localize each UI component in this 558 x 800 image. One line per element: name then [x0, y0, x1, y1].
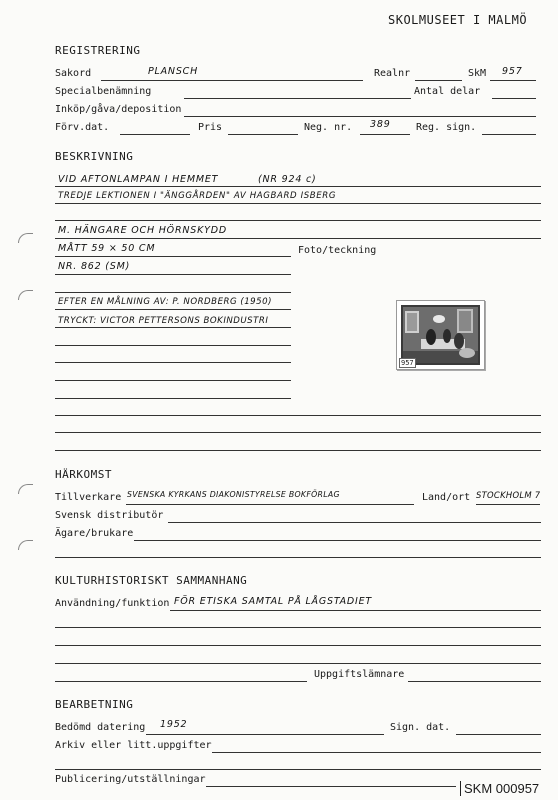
- heading-beskrivning: BESKRIVNING: [55, 150, 134, 163]
- field-tillverkare[interactable]: [126, 504, 414, 505]
- label-anvandning: Användning/funktion: [55, 598, 170, 609]
- heading-harkomst: HÄRKOMST: [55, 468, 112, 481]
- line: [55, 309, 291, 310]
- label-agare-brukare: Ägare/brukare: [55, 528, 134, 539]
- label-reg-sign: Reg. sign.: [416, 122, 477, 133]
- label-bedomd-datering: Bedömd datering: [55, 722, 146, 733]
- beskrivning-line-3: M. HÄNGARE OCH HÖRNSKYDD: [58, 225, 227, 236]
- label-pris: Pris: [198, 122, 223, 133]
- label-realnr: Realnr: [374, 68, 411, 79]
- label-uppgiftslamnare: Uppgiftslämnare: [314, 669, 405, 680]
- field-realnr[interactable]: [415, 80, 462, 81]
- field-bedomd-datering[interactable]: [146, 734, 384, 735]
- field-sakord[interactable]: [101, 80, 363, 81]
- label-sakord: Sakord: [55, 68, 92, 79]
- heading-bearbetning: BEARBETNING: [55, 698, 134, 711]
- field-publicering[interactable]: [206, 786, 456, 787]
- line: [55, 415, 541, 416]
- line: [55, 220, 541, 221]
- beskrivning-line-1-note: (NR 924 c): [258, 174, 317, 185]
- heading-registrering: REGISTRERING: [55, 44, 141, 57]
- line: [55, 398, 291, 399]
- line: [55, 769, 541, 770]
- line: [55, 274, 291, 275]
- field-skm[interactable]: [490, 80, 536, 81]
- photo-image: [401, 305, 480, 365]
- field-inkop[interactable]: [184, 116, 536, 117]
- binder-hole-1: [18, 233, 33, 243]
- field-antal-delar[interactable]: [492, 98, 536, 99]
- beskrivning-line-1: VID AFTONLAMPAN I HEMMET: [58, 174, 219, 185]
- field-agare-brukare[interactable]: [134, 540, 541, 541]
- label-neg-nr: Neg. nr.: [304, 122, 353, 133]
- line: [55, 203, 541, 204]
- museum-header: SKOLMUSEET I MALMÖ: [388, 13, 528, 27]
- beskrivning-line-2: TREDJE LEKTIONEN I "ÄNGGÅRDEN" AV HAGBARD ISBERG: [58, 191, 337, 201]
- label-specialbenamning: Specialbenämning: [55, 86, 152, 97]
- value-sakord: PLANSCH: [148, 66, 199, 77]
- line: [55, 362, 291, 363]
- value-skm: 957: [502, 66, 523, 77]
- label-skm: SkM: [468, 68, 487, 79]
- field-arkiv[interactable]: [212, 752, 541, 753]
- beskrivning-nr: NR. 862 (SM): [58, 261, 131, 272]
- label-land-ort: Land/ort: [422, 492, 471, 503]
- line: [55, 292, 291, 293]
- line: [55, 345, 291, 346]
- label-inkop: Inköp/gåva/deposition: [55, 104, 182, 115]
- label-sign-dat: Sign. dat.: [390, 722, 451, 733]
- line: [55, 256, 291, 257]
- label-svensk-distributor: Svensk distributör: [55, 510, 164, 521]
- field-uppgiftslamnare[interactable]: [408, 681, 541, 682]
- field-land-ort[interactable]: [476, 504, 540, 505]
- beskrivning-matt: MÅTT 59 × 50 CM: [58, 243, 156, 254]
- line: [55, 681, 307, 682]
- heading-kultur: KULTURHISTORISKT SAMMANHANG: [55, 574, 248, 587]
- beskrivning-efter: EFTER EN MÅLNING AV: P. NORDBERG (1950): [58, 297, 272, 307]
- binder-hole-2: [18, 290, 33, 300]
- field-svensk-distributor[interactable]: [168, 522, 541, 523]
- label-publicering: Publicering/utställningar: [55, 774, 206, 785]
- value-land-ort: STOCKHOLM 7: [476, 490, 541, 500]
- line: [55, 663, 541, 664]
- beskrivning-tryck: TRYCKT: VICTOR PETTERSONS BOKINDUSTRI: [58, 316, 269, 326]
- label-forv-dat: Förv.dat.: [55, 122, 110, 133]
- line: [55, 627, 541, 628]
- field-pris[interactable]: [228, 134, 298, 135]
- field-neg-nr[interactable]: [360, 134, 410, 135]
- line: [55, 327, 291, 328]
- line: [55, 432, 541, 433]
- label-antal-delar: Antal delar: [414, 86, 481, 97]
- value-neg-nr: 389: [370, 119, 391, 130]
- photo-number: 957: [401, 359, 414, 367]
- line: [55, 186, 541, 187]
- field-specialbenamning[interactable]: [184, 98, 411, 99]
- field-sign-dat[interactable]: [456, 734, 541, 735]
- archive-stamp: SKM 000957: [460, 781, 539, 796]
- label-foto-teckning: Foto/teckning: [298, 245, 377, 256]
- field-reg-sign[interactable]: [482, 134, 536, 135]
- field-forv-dat[interactable]: [120, 134, 190, 135]
- binder-hole-4: [18, 540, 33, 550]
- binder-hole-3: [18, 484, 33, 494]
- label-arkiv: Arkiv eller litt.uppgifter: [55, 740, 212, 751]
- line: [55, 450, 541, 451]
- object-photo: [396, 300, 485, 370]
- line: [55, 238, 541, 239]
- line: [55, 557, 541, 558]
- value-bedomd-datering: 1952: [160, 719, 188, 730]
- line: [55, 380, 291, 381]
- line: [55, 645, 541, 646]
- label-tillverkare: Tillverkare: [55, 492, 122, 503]
- value-tillverkare: SVENSKA KYRKANS DIAKONISTYRELSE BOKFÖRLAG: [127, 490, 340, 499]
- field-anvandning[interactable]: [170, 610, 541, 611]
- value-anvandning: FÖR ETISKA SAMTAL PÅ LÅGSTADIET: [174, 596, 372, 607]
